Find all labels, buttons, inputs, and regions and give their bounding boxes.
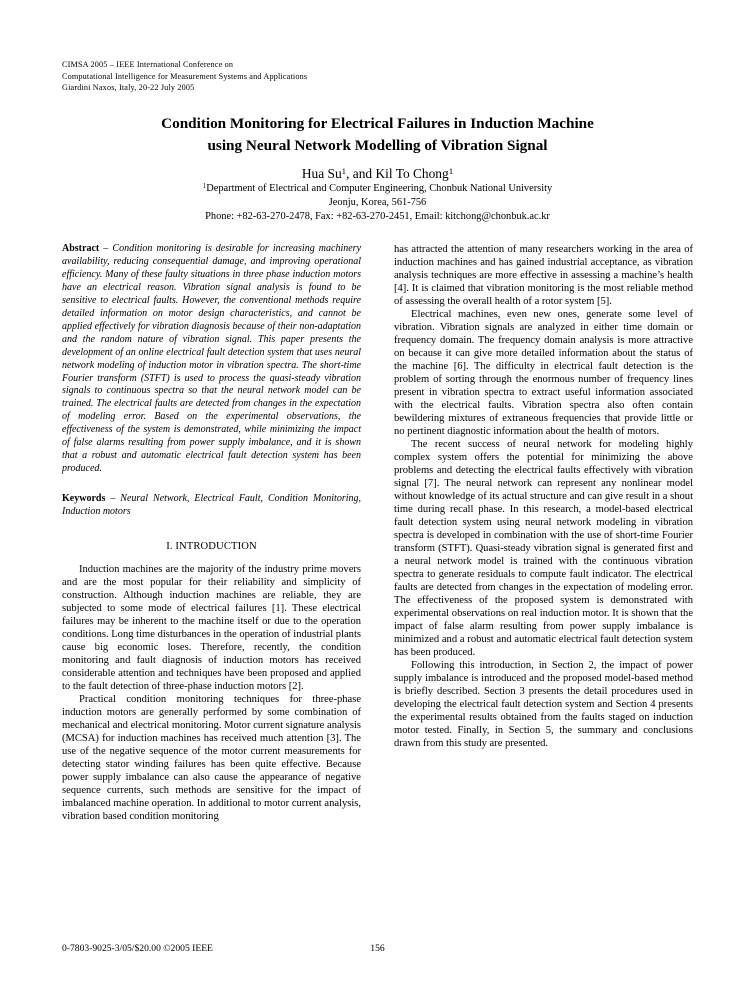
keywords-label: Keywords	[62, 493, 106, 505]
footer-page-number: 156	[370, 943, 385, 954]
introduction-paragraph-1: Induction machines are the majority of the industry prime movers and are the most popular for their reliability and simplicity of construction. Although induction machines are reliable, they are subjected to some mode of electrical failures [1]. These electrical failures may be inherent to the machine itself or due to the operation conditions. Long time disturbances in the operation of industrial plants cause big economic loses. Therefore, recently, the condition monitoring and fault diagnosis of induction motors has received considerable attention and techniques have been proposed and applied to the fault detection of three-phase induction motors [2].	[62, 564, 361, 693]
affiliation-address: Jeonju, Korea, 561-756	[328, 197, 427, 209]
abstract-text: Condition monitoring is desirable for increasing machinery availability, reducing consequential damage, and improving operational efficiency. Many of these faulty situations in three phase induction motors have an electrical reason. Vibration signal analysis is found to be sensitive to electrical faults. However, the conventional methods require detailed information on motor design characteristics, and cannot be applied effectively for vibration diagnosis because of their non-adaptation and the random nature of vibration signal. This paper presents the development of an online electrical fault detection system that uses neural network modeling of induction motor in vibration spectra. The short-time Fourier transform (STFT) is used to process the quasi-steady vibration signals to continuous spectra so that the neural network model can be trained. The electrical faults are detected from changes in the expectation of modeling error. Based on the experimental observations, the effectiveness of the system is demonstrated, while minimizing the impact of false alarms resulting from power supply imbalance, and it is shown that a robust and automatic electrical fault detection system has been produced.	[62, 243, 362, 475]
conference-header-line-3: Giardini Naxos, Italy, 20-22 July 2005	[62, 83, 195, 93]
keywords-paragraph	[62, 493, 361, 519]
introduction-paragraph-3: has attracted the attention of many researchers working in the area of induction machines and has gained industrial acceptance, as vibration analysis techniques are more effective in assessing a machine’s health [4]. It is claimed that vibration monitoring is the most reliable method of assessing the overall health of a rotor system [5].	[394, 244, 693, 307]
author-conjunction: , and	[346, 166, 376, 181]
author-2-affiliation-marker: 1	[448, 166, 454, 177]
paper-title-line-2: using Neural Network Modelling of Vibration Signal	[207, 137, 548, 154]
affiliation	[62, 182, 693, 196]
affiliation-marker: 1	[202, 182, 207, 190]
abstract-paragraph	[62, 243, 361, 476]
conference-header	[62, 59, 622, 94]
footer-copyright: 0-7803-9025-3/05/$20.00 ©2005 IEEE	[62, 943, 213, 954]
author-name-2: Kil To Chong	[375, 166, 449, 181]
keywords-text: Neural Network, Electrical Fault, Condition Monitoring, Induction motors	[62, 493, 361, 518]
author-block	[62, 165, 693, 225]
keywords-dash: –	[105, 493, 121, 505]
introduction-paragraph-2: Practical condition monitoring techniques for three-phase induction motors are generally performed by some combination of mechanical and electrical monitoring. Motor current signature analysis (MCSA) for induction machines has received much attention [3]. The use of the negative sequence of the motor current measurements for detecting stator winding failures has been quite effective. Because power supply imbalance can also cause the appearance of negative sequence currents, such methods are sensitive for the impact of imbalanced machine operation. In additional to motor current analysis, vibration based condition monitoring	[62, 694, 361, 823]
body-columns	[62, 243, 693, 915]
author-name-1: Hua Su	[301, 166, 342, 181]
author-1-affiliation-marker: 1	[341, 166, 347, 177]
conference-header-line-2: Computational Intelligence for Measurement Systems and Applications	[62, 71, 308, 81]
abstract-dash: –	[99, 243, 113, 254]
column-right	[394, 243, 693, 915]
abstract-label: Abstract	[62, 243, 100, 254]
introduction-paragraph-6: Following this introduction, in Section 2, the impact of power supply imbalance is introduced and the proposed model-based method is briefly described. Section 3 presents the detail procedures used in developing the electrical fault detection system and Section 4 presents the experimental results obtained from the faults staged on induction motor tested. Finally, in Section 5, the summary and conclusions drawn from this study are presented.	[394, 660, 693, 749]
affiliation-text: Department of Electrical and Computer Engineering, Chonbuk National University	[206, 183, 553, 194]
paper-title	[62, 113, 693, 157]
paper-title-line-1: Condition Monitoring for Electrical Failures in Induction Machine	[161, 115, 594, 132]
author-names	[62, 165, 693, 182]
affiliation-contact: Phone: +82-63-270-2478, Fax: +82-63-270-2451, Email: kitchong@chonbuk.ac.kr	[205, 211, 550, 223]
column-left	[62, 243, 361, 915]
section-heading-introduction: I. INTRODUCTION	[166, 541, 257, 553]
introduction-paragraph-4: Electrical machines, even new ones, generate some level of vibration. Vibration signals are analyzed in either time domain or frequency domain. The frequency domain analysis is more attractive on because it can give more detailed information about the status of the machine [6]. The difficulty in electrical fault detection is the problem of sorting through the enormous number of frequency lines present in vibration spectra to extract useful information associated with the electrical faults. Vibration spectra also often contain bewildering mixtures of extraneous frequencies that provide little or no pertinent diagnostic information about the health of motors.	[394, 309, 693, 437]
conference-header-line-1: CIMSA 2005 – IEEE International Conference on	[62, 60, 234, 69]
introduction-paragraph-5: The recent success of neural network for modeling highly complex system offers the potential for minimizing the above problems and detecting the electrical faults effectively with vibration signal [7]. The neural network can represent any nonlinear model without knowledge of its actual structure and can give result in a shout time during recall phase. In this research, a model-based electrical fault detection system using neural network modeling in vibration spectra is developed in combination with the use of short-time Fourier transform (STFT). Quasi-steady vibration signal is generated first and a neural network model is trained with the continuous vibration spectra to generate residuals to compute fault indicator. The electrical faults are detected from changes in the expectation of modeling error. The effectiveness of the proposed system is demonstrated with experimental observations on real induction motor. It is shown that the impact of false alarm resulting from power supply imbalance is minimized and a robust and automatic electrical fault detection system has been produced.	[394, 439, 693, 658]
